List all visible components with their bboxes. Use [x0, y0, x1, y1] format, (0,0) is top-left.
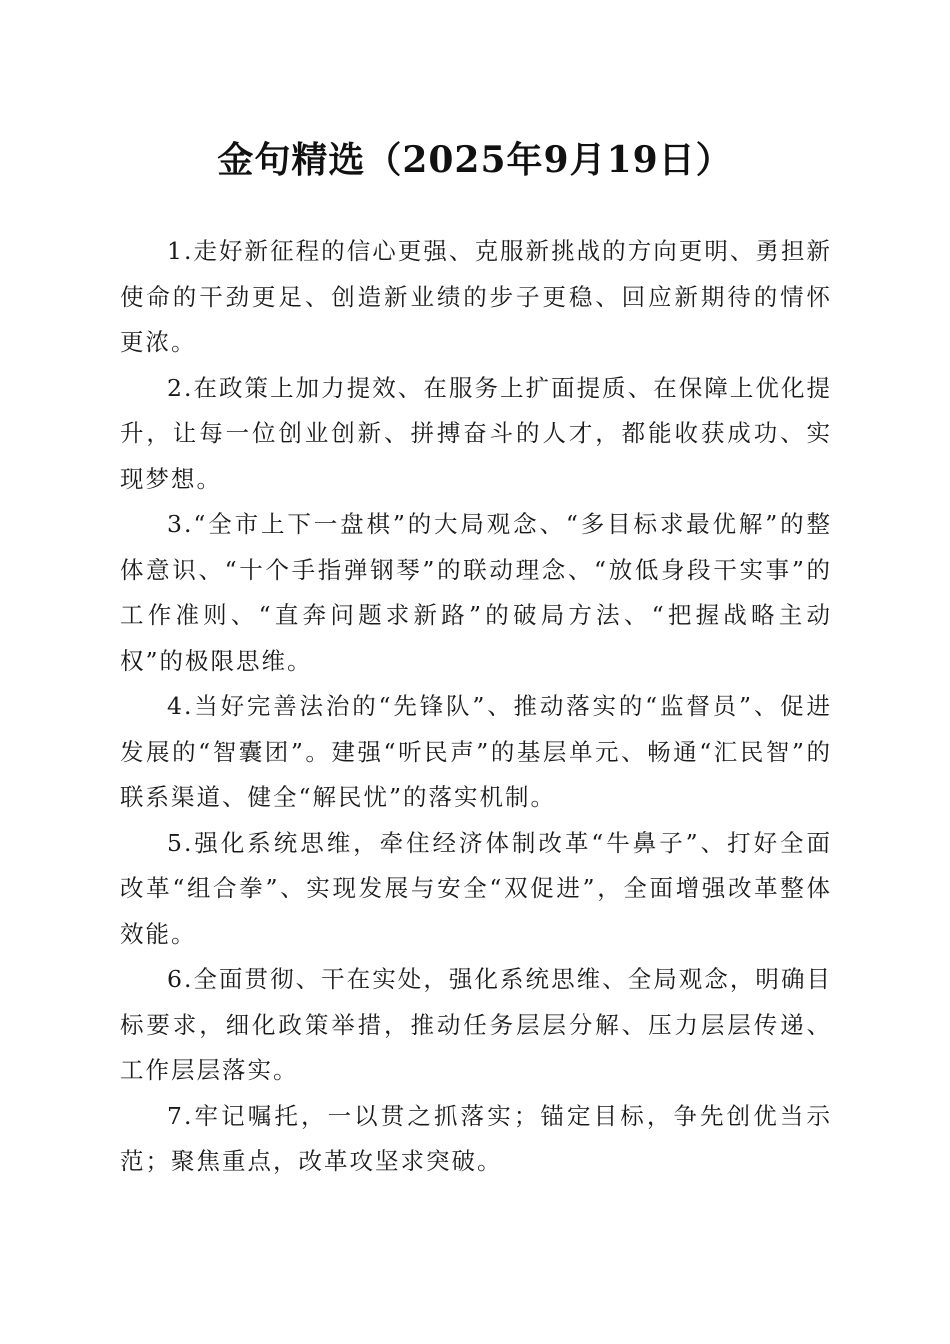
- paragraph-5: 5.强化系统思维，牵住经济体制改革“牛鼻子”、打好全面改革“组合拳”、实现发展与安全“双促进”，全面增强改革整体效能。: [120, 828, 832, 948]
- paragraph-2: 2.在政策上加力提效、在服务上扩面提质、在保障上优化提升，让每一位创业创新、拼搏奋斗的人才，都能收获成功、实现梦想。: [120, 373, 832, 493]
- paragraph-1: 1.走好新征程的信心更强、克服新挑战的方向更明、勇担新使命的干劲更足、创造新业绩的步子更稳、回应新期待的情怀更浓。: [120, 237, 832, 356]
- paragraph-7: 7.牢记嘱托，一以贯之抓落实；锚定目标，争先创优当示范；聚焦重点，改革攻坚求突破。: [120, 1101, 832, 1175]
- paragraph-6: 6.全面贯彻、干在实处，强化系统思维、全局观念，明确目标要求，细化政策举措，推动任务层层分解、压力层层传递、工作层层落实。: [120, 965, 832, 1084]
- page-title: 金句精选（2025年9月19日）: [217, 139, 733, 181]
- paragraph-4: 4.当好完善法治的“先锋队”、推动落实的“监督员”、促进发展的“智囊团”。建强“听民声”的基层单元、畅通“汇民智”的联系渠道、健全“解民忧”的落实机制。: [120, 692, 832, 811]
- document-body: [120, 229, 832, 1185]
- paragraph-3: 3.“全市上下一盘棋”的大局观念、“多目标求最优解”的整体意识、“十个手指弹钢琴”的联动理念、“放低身段干实事”的工作准则、“直奔问题求新路”的破局方法、“把握战略主动权”的极限思维。: [120, 510, 832, 675]
